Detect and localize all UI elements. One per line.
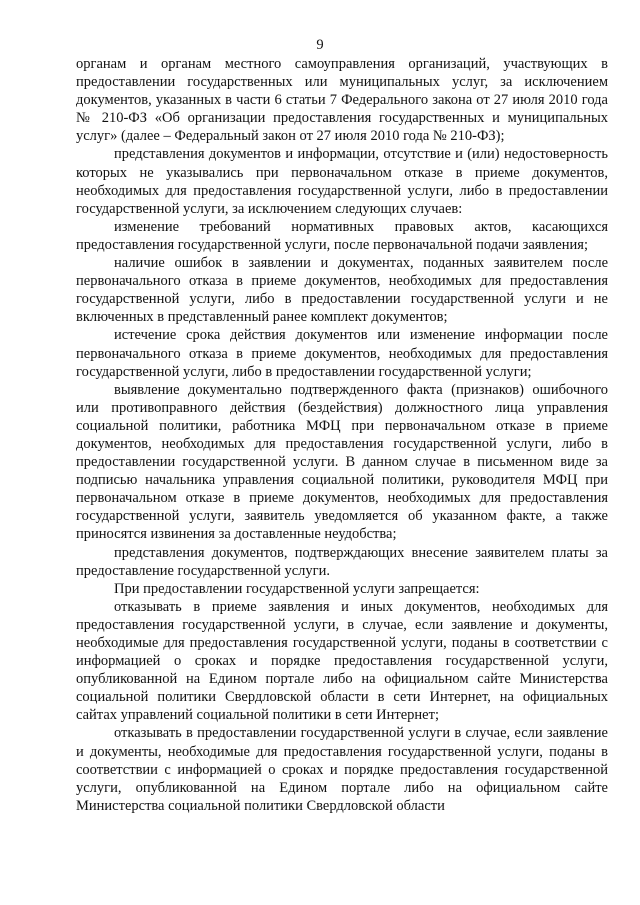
- list-item-refuse-acceptance: отказывать в приеме заявления и иных документов, необходимых для предоставления государственной услуги, в случае, если заявление и документы, необходимые для предоставления государственной услуги, поданы в соответствии с информацией о сроках и порядке предоставления государственной услуги, опубликованной на Едином портале либо на официальном сайте Министерства социальной политики Свердловской области в сети Интернет, на официальных сайтах управлений социальной политики в сети Интернет;: [76, 598, 608, 724]
- list-item-application-errors: наличие ошибок в заявлении и документах, поданных заявителем после первоначального отказа в приеме документов, необходимых для предоставления государственной услуги, либо в предоставлении государственной услуги и не включенных в представленный ранее комплект документов;: [76, 255, 608, 326]
- page-number: 9: [316, 37, 324, 53]
- paragraph-prohibitions-heading: При предоставлении государственной услуги запрещается:: [114, 580, 480, 597]
- list-item-document-expiry: истечение срока действия документов или изменение информации после первоначального отказа в приеме документов, необходимых для предоставления государственной услуги, либо в предоставлении государственной услуги;: [76, 327, 608, 380]
- paragraph-payment-documents: представления документов, подтверждающих внесение заявителем платы за предоставление государственной услуги.: [76, 544, 608, 579]
- list-item-refuse-service: отказывать в предоставлении государственной услуги в случае, если заявление и документы, необходимые для предоставления государственной услуги, поданы в соответствии с информацией о сроках и порядке предоставления государственной услуги, опубликованной на Едином портале либо на официальном сайте Министерства социальной политики Свердловской области: [76, 725, 608, 814]
- paragraph-continuation: органам и органам местного самоуправления организаций, участвующих в предоставлении государственных или муниципальных услуг, за исключением документов, указанных в части 6 статьи 7 Федерального закона от 27 июля 2010 года № 210-ФЗ «Об организации предоставления государственных и муниципальных услуг» (далее – Федеральный закон от 27 июля 2010 года № 210-ФЗ);: [76, 56, 608, 145]
- document-body: [76, 55, 608, 815]
- paragraph-document-submission-exception: представления документов и информации, отсутствие и (или) недостоверность которых не указывались при первоначальном отказе в приеме документов, необходимых для предоставления государственной услуги, либо в предоставлении государственной услуги, за исключением следующих случаев:: [76, 146, 608, 217]
- list-item-official-error: выявление документально подтвержденного факта (признаков) ошибочного или противоправного действия (бездействия) должностного лица управления социальной политики, работника МФЦ при первоначальном отказе в приеме документов, необходимых для предоставления государственной услуги, либо в предоставлении государственной услуги. В данном случае в письменном виде за подписью начальника управления социальной политики, руководителя МФЦ при первоначальном отказе в приеме документов, необходимых для предоставления государственной услуги, заявитель уведомляется об указанном факте, а также приносятся извинения за доставленные неудобства;: [76, 381, 608, 543]
- list-item-regulation-change: изменение требований нормативных правовых актов, касающихся предоставления государственной услуги, после первоначальной подачи заявления;: [76, 218, 608, 253]
